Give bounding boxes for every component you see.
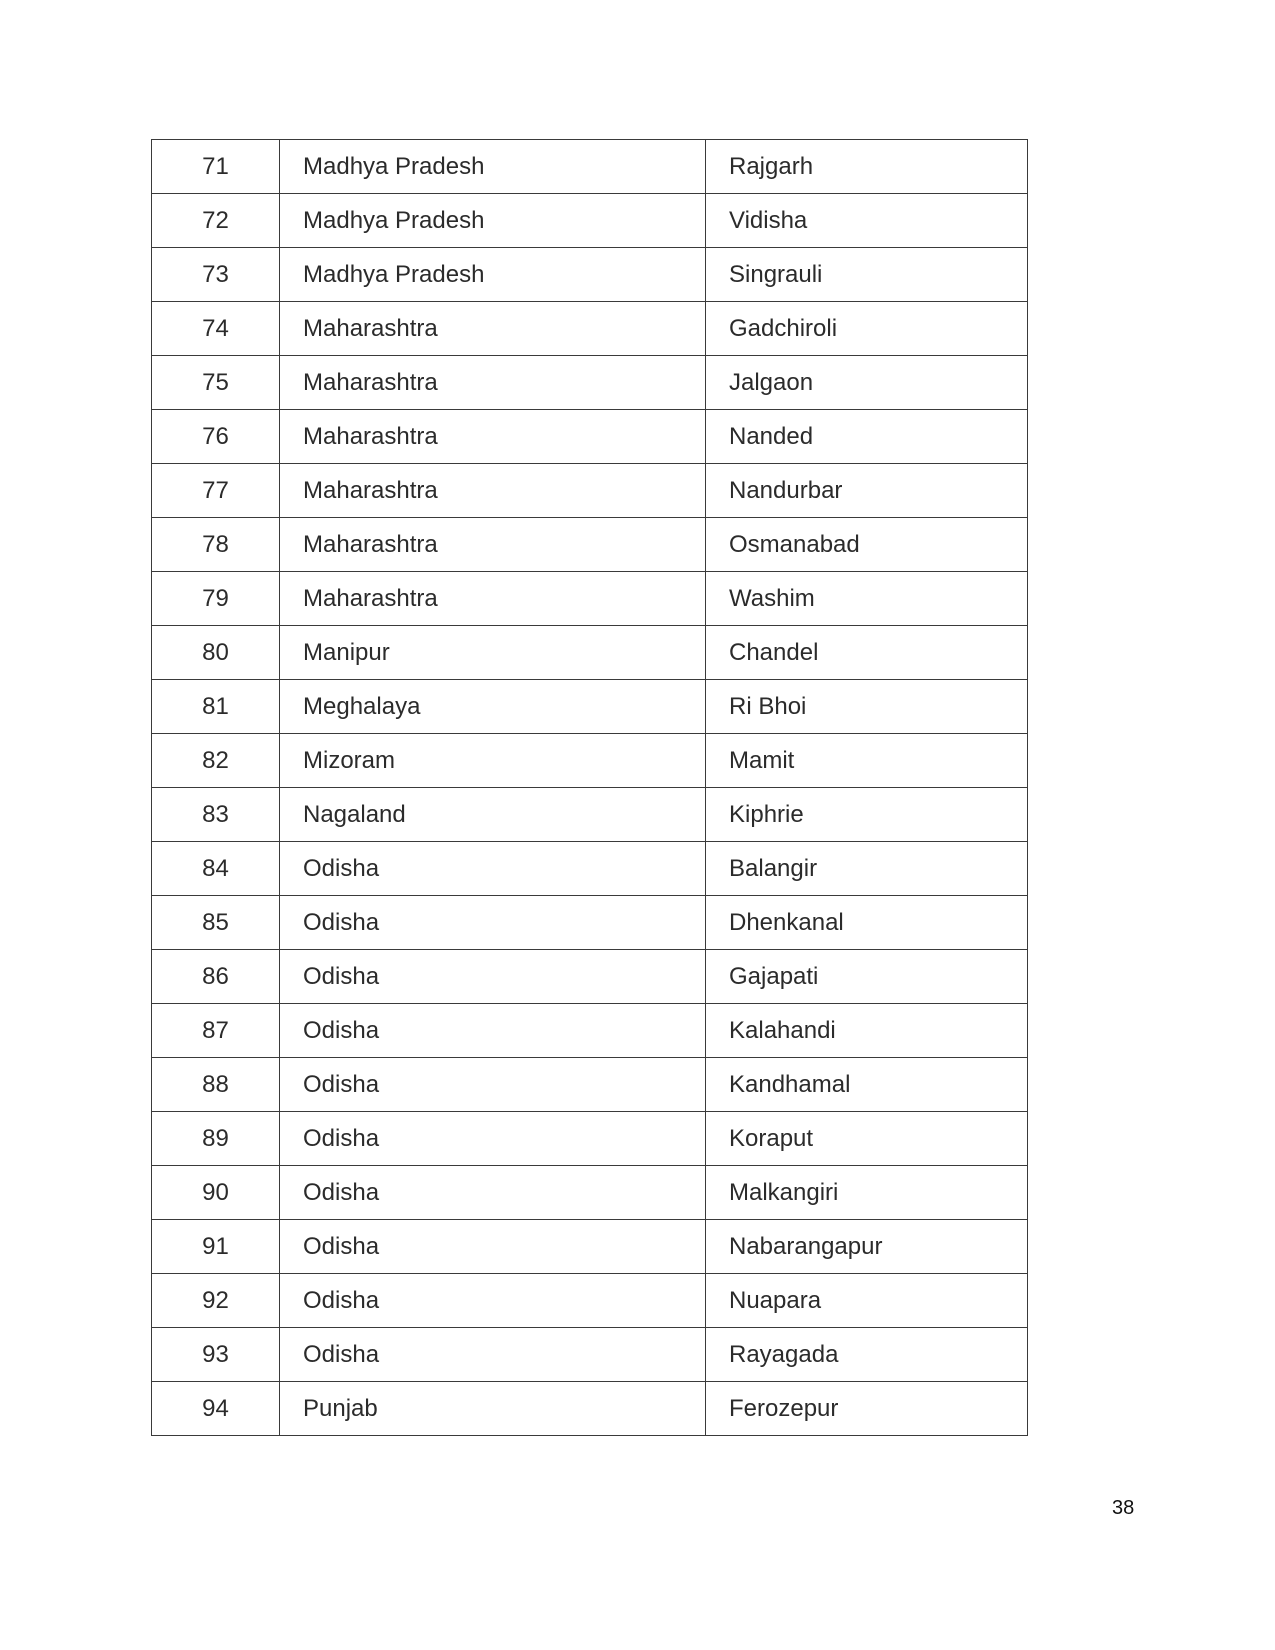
state-cell: Mizoram <box>280 734 706 788</box>
serial-number-cell: 91 <box>152 1220 280 1274</box>
table-row <box>152 788 1028 842</box>
district-cell: Nandurbar <box>706 464 1028 518</box>
district-cell: Rayagada <box>706 1328 1028 1382</box>
state-cell: Odisha <box>280 896 706 950</box>
table-row <box>152 1004 1028 1058</box>
state-cell: Odisha <box>280 1112 706 1166</box>
serial-number-cell: 75 <box>152 356 280 410</box>
serial-number-cell: 89 <box>152 1112 280 1166</box>
page-number: 38 <box>1112 1497 1135 1519</box>
state-cell: Odisha <box>280 1274 706 1328</box>
district-cell: Kalahandi <box>706 1004 1028 1058</box>
table-row <box>152 1166 1028 1220</box>
district-cell: Dhenkanal <box>706 896 1028 950</box>
state-cell: Maharashtra <box>280 464 706 518</box>
table-row <box>152 734 1028 788</box>
state-cell: Odisha <box>280 1058 706 1112</box>
serial-number-cell: 73 <box>152 248 280 302</box>
table-row <box>152 518 1028 572</box>
table-row <box>152 1058 1028 1112</box>
table-row <box>152 356 1028 410</box>
district-cell: Chandel <box>706 626 1028 680</box>
state-cell: Maharashtra <box>280 356 706 410</box>
serial-number-cell: 76 <box>152 410 280 464</box>
serial-number-cell: 84 <box>152 842 280 896</box>
table-row <box>152 248 1028 302</box>
serial-number-cell: 79 <box>152 572 280 626</box>
serial-number-cell: 94 <box>152 1382 280 1436</box>
district-cell: Nanded <box>706 410 1028 464</box>
district-cell: Kandhamal <box>706 1058 1028 1112</box>
state-cell: Nagaland <box>280 788 706 842</box>
state-cell: Odisha <box>280 842 706 896</box>
table-row <box>152 410 1028 464</box>
table-row <box>152 896 1028 950</box>
district-cell: Koraput <box>706 1112 1028 1166</box>
serial-number-cell: 90 <box>152 1166 280 1220</box>
district-cell: Nabarangapur <box>706 1220 1028 1274</box>
table-row <box>152 140 1028 194</box>
table-row <box>152 1328 1028 1382</box>
serial-number-cell: 93 <box>152 1328 280 1382</box>
state-cell: Madhya Pradesh <box>280 194 706 248</box>
district-table <box>151 139 1028 1436</box>
table-row <box>152 194 1028 248</box>
district-cell: Nuapara <box>706 1274 1028 1328</box>
district-cell: Malkangiri <box>706 1166 1028 1220</box>
table-row <box>152 464 1028 518</box>
district-cell: Mamit <box>706 734 1028 788</box>
table-row <box>152 1220 1028 1274</box>
state-cell: Maharashtra <box>280 518 706 572</box>
state-cell: Madhya Pradesh <box>280 248 706 302</box>
district-cell: Gajapati <box>706 950 1028 1004</box>
district-cell: Washim <box>706 572 1028 626</box>
district-cell: Kiphrie <box>706 788 1028 842</box>
serial-number-cell: 80 <box>152 626 280 680</box>
district-cell: Singrauli <box>706 248 1028 302</box>
state-cell: Odisha <box>280 950 706 1004</box>
district-cell: Vidisha <box>706 194 1028 248</box>
state-cell: Manipur <box>280 626 706 680</box>
table-row <box>152 680 1028 734</box>
state-cell: Odisha <box>280 1220 706 1274</box>
serial-number-cell: 74 <box>152 302 280 356</box>
table-row <box>152 572 1028 626</box>
serial-number-cell: 78 <box>152 518 280 572</box>
table-row <box>152 842 1028 896</box>
district-cell: Balangir <box>706 842 1028 896</box>
district-cell: Gadchiroli <box>706 302 1028 356</box>
serial-number-cell: 83 <box>152 788 280 842</box>
table-row <box>152 626 1028 680</box>
district-cell: Ferozepur <box>706 1382 1028 1436</box>
serial-number-cell: 71 <box>152 140 280 194</box>
table-row <box>152 1112 1028 1166</box>
state-cell: Maharashtra <box>280 572 706 626</box>
serial-number-cell: 82 <box>152 734 280 788</box>
state-cell: Odisha <box>280 1004 706 1058</box>
serial-number-cell: 85 <box>152 896 280 950</box>
state-cell: Madhya Pradesh <box>280 140 706 194</box>
table-row <box>152 1382 1028 1436</box>
district-cell: Rajgarh <box>706 140 1028 194</box>
state-cell: Maharashtra <box>280 302 706 356</box>
district-cell: Ri Bhoi <box>706 680 1028 734</box>
state-cell: Meghalaya <box>280 680 706 734</box>
serial-number-cell: 86 <box>152 950 280 1004</box>
district-cell: Osmanabad <box>706 518 1028 572</box>
serial-number-cell: 88 <box>152 1058 280 1112</box>
table-row <box>152 302 1028 356</box>
state-cell: Odisha <box>280 1328 706 1382</box>
serial-number-cell: 87 <box>152 1004 280 1058</box>
district-table-body <box>152 140 1028 1436</box>
state-cell: Maharashtra <box>280 410 706 464</box>
serial-number-cell: 92 <box>152 1274 280 1328</box>
table-row <box>152 950 1028 1004</box>
serial-number-cell: 81 <box>152 680 280 734</box>
district-cell: Jalgaon <box>706 356 1028 410</box>
serial-number-cell: 72 <box>152 194 280 248</box>
serial-number-cell: 77 <box>152 464 280 518</box>
table-row <box>152 1274 1028 1328</box>
state-cell: Odisha <box>280 1166 706 1220</box>
state-cell: Punjab <box>280 1382 706 1436</box>
